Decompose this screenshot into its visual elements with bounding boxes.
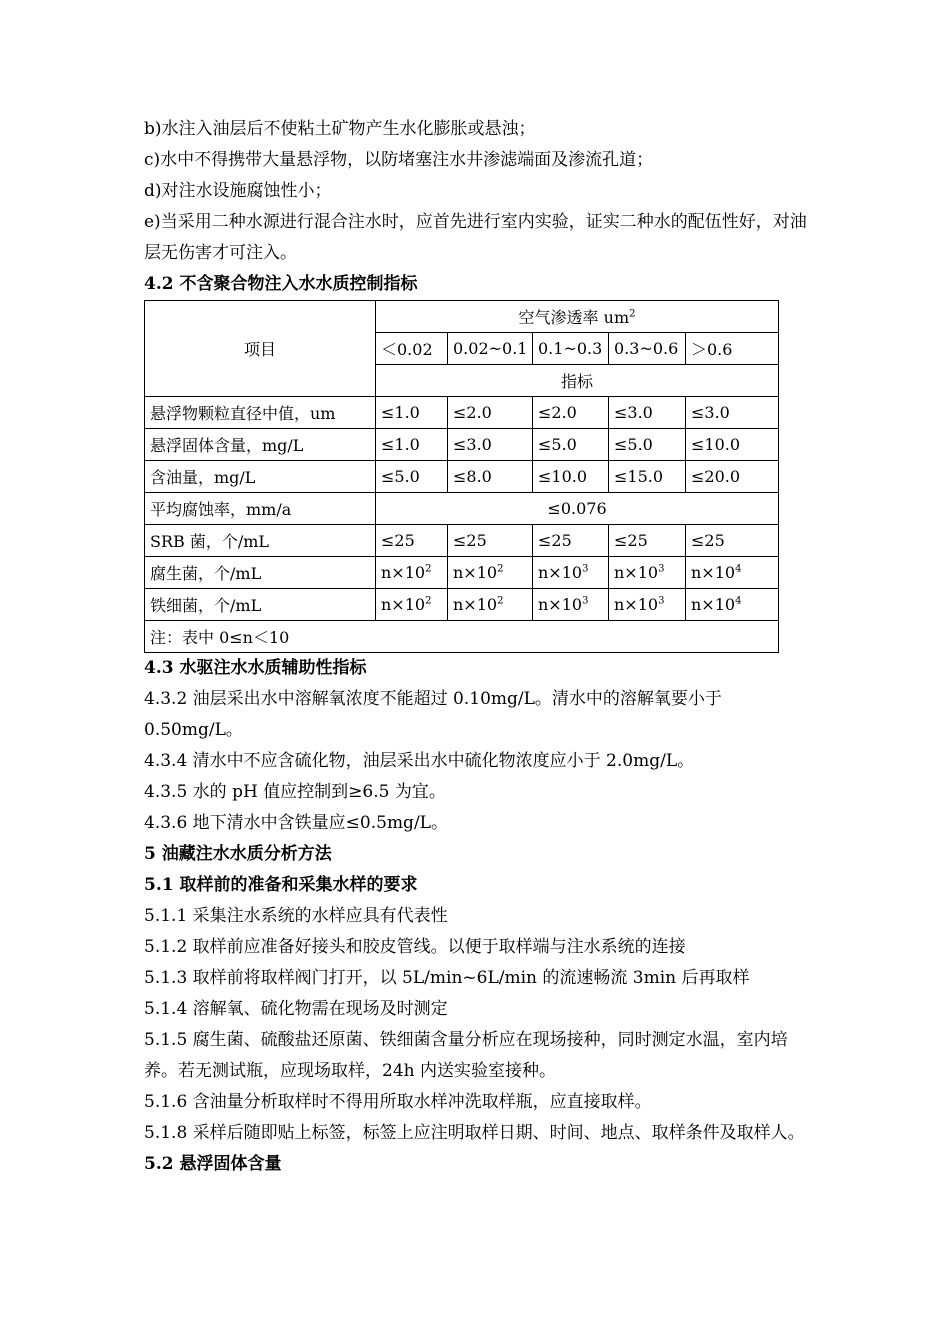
- table-cell: ≤3.0: [686, 397, 779, 429]
- header-index: 指标: [376, 365, 779, 397]
- table-cell: $n\times 10^2$: [448, 589, 533, 621]
- water-quality-table: [144, 300, 779, 653]
- table-cell: ≤25: [609, 525, 686, 557]
- table-row: [145, 461, 779, 493]
- document-page: [144, 114, 810, 1180]
- para-5-1-2: 5.1.2 取样前应准备好接头和胶皮管线。以便于取样端与注水系统的连接: [144, 937, 686, 957]
- para-d: d)对注水设施腐蚀性小；: [144, 181, 332, 201]
- table-cell: $n\times 10^3$: [609, 589, 686, 621]
- para-5-1-4: 5.1.4 溶解氧、硫化物需在现场及时测定: [144, 999, 448, 1019]
- row-label: 含油量，mg/L: [145, 461, 376, 493]
- para-e: e)当采用二种水源进行混合注水时，应首先进行室内实验，证实二种水的配伍性好，对油层无伤害才可注入。: [144, 212, 807, 263]
- table-cell: ≤1.0: [376, 397, 448, 429]
- table-cell: ≤2.0: [533, 397, 609, 429]
- row-label: 平均腐蚀率，mm/a: [145, 493, 376, 525]
- row-label: 悬浮物颗粒直径中值，um: [145, 397, 376, 429]
- para-4-3-2: 4.3.2 油层采出水中溶解氧浓度不能超过 0.10mg/L。清水中的溶解氧要小于 0.50mg/L。: [144, 689, 722, 740]
- table-row: [145, 493, 779, 525]
- table-cell: ≤5.0: [376, 461, 448, 493]
- table-row: [145, 525, 779, 557]
- perm-range: 0.02~0.1: [448, 333, 533, 365]
- row-label: 铁细菌，个/mL: [145, 589, 376, 621]
- para-5-1-8: 5.1.8 采样后随即贴上标签，标签上应注明取样日期、时间、地点、取样条件及取样人。: [144, 1123, 805, 1143]
- section-5-1-heading: 5.1 取样前的准备和采集水样的要求: [144, 875, 418, 895]
- table-note: 注：表中 0≤n＜10: [145, 621, 779, 653]
- table-row: [145, 557, 779, 589]
- table-cell: $n\times 10^3$: [609, 557, 686, 589]
- para-c: c)水中不得携带大量悬浮物，以防堵塞注水井渗滤端面及渗流孔道；: [144, 150, 654, 170]
- header-perm: 空气渗透率 $um^2$: [376, 301, 779, 333]
- table-cell: ≤5.0: [533, 429, 609, 461]
- section-5-heading: 5 油藏注水水质分析方法: [144, 844, 332, 864]
- merged-cell: ≤0.076: [376, 493, 779, 525]
- row-label: 悬浮固体含量，mg/L: [145, 429, 376, 461]
- para-4-3-6: 4.3.6 地下清水中含铁量应≤0.5mg/L。: [144, 813, 448, 833]
- table-cell: $n\times 10^2$: [448, 557, 533, 589]
- table-row: [145, 621, 779, 653]
- para-5-1-6: 5.1.6 含油量分析取样时不得用所取水样冲洗取样瓶，应直接取样。: [144, 1092, 652, 1112]
- table-cell: ≤25: [448, 525, 533, 557]
- header-item: 项目: [145, 301, 376, 397]
- table-cell: ≤10.0: [533, 461, 609, 493]
- table-cell: ≤5.0: [609, 429, 686, 461]
- para-4-3-4: 4.3.4 清水中不应含硫化物，油层采出水中硫化物浓度应小于 2.0mg/L。: [144, 751, 695, 771]
- table-cell: ≤25: [533, 525, 609, 557]
- table-cell: ≤20.0: [686, 461, 779, 493]
- section-5-2-heading: 5.2 悬浮固体含量: [144, 1154, 282, 1174]
- table-cell: ≤10.0: [686, 429, 779, 461]
- table-cell: ≤2.0: [448, 397, 533, 429]
- section-4-3-heading: 4.3 水驱注水水质辅助性指标: [144, 658, 367, 678]
- table-cell: ≤3.0: [448, 429, 533, 461]
- table-row: [145, 429, 779, 461]
- para-5-1-5: 5.1.5 腐生菌、硫酸盐还原菌、铁细菌含量分析应在现场接种，同时测定水温，室内培养。若无测试瓶，应现场取样，24h 内送实验室接种。: [144, 1030, 788, 1081]
- table-cell: ≤3.0: [609, 397, 686, 429]
- table-cell: $n\times 10^2$: [376, 589, 448, 621]
- perm-range: 0.1~0.3: [533, 333, 609, 365]
- table-cell: ≤25: [376, 525, 448, 557]
- perm-range: ＞0.6: [686, 333, 779, 365]
- table-cell: $n\times 10^4$: [686, 589, 779, 621]
- para-4-3-5: 4.3.5 水的 pH 值应控制到≥6.5 为宜。: [144, 782, 446, 802]
- table-cell: ≤15.0: [609, 461, 686, 493]
- row-label: SRB 菌，个/mL: [145, 525, 376, 557]
- table-cell: $n\times 10^4$: [686, 557, 779, 589]
- para-5-1-1: 5.1.1 采集注水系统的水样应具有代表性: [144, 906, 448, 926]
- table-row: [145, 397, 779, 429]
- perm-range: ＜0.02: [376, 333, 448, 365]
- table-cell: $n\times 10^2$: [376, 557, 448, 589]
- section-4-2-heading: 4.2 不含聚合物注入水水质控制指标: [144, 274, 418, 294]
- perm-range: 0.3~0.6: [609, 333, 686, 365]
- table-cell: $n\times 10^3$: [533, 557, 609, 589]
- table-cell: $n\times 10^3$: [533, 589, 609, 621]
- table-cell: ≤25: [686, 525, 779, 557]
- para-b: b)水注入油层后不使粘土矿物产生水化膨胀或悬浊；: [144, 119, 536, 139]
- table-cell: ≤1.0: [376, 429, 448, 461]
- row-label: 腐生菌，个/mL: [145, 557, 376, 589]
- table-row: [145, 589, 779, 621]
- para-5-1-3: 5.1.3 取样前将取样阀门打开，以 5L/min~6L/min 的流速畅流 3min 后再取样: [144, 968, 750, 988]
- table-cell: ≤8.0: [448, 461, 533, 493]
